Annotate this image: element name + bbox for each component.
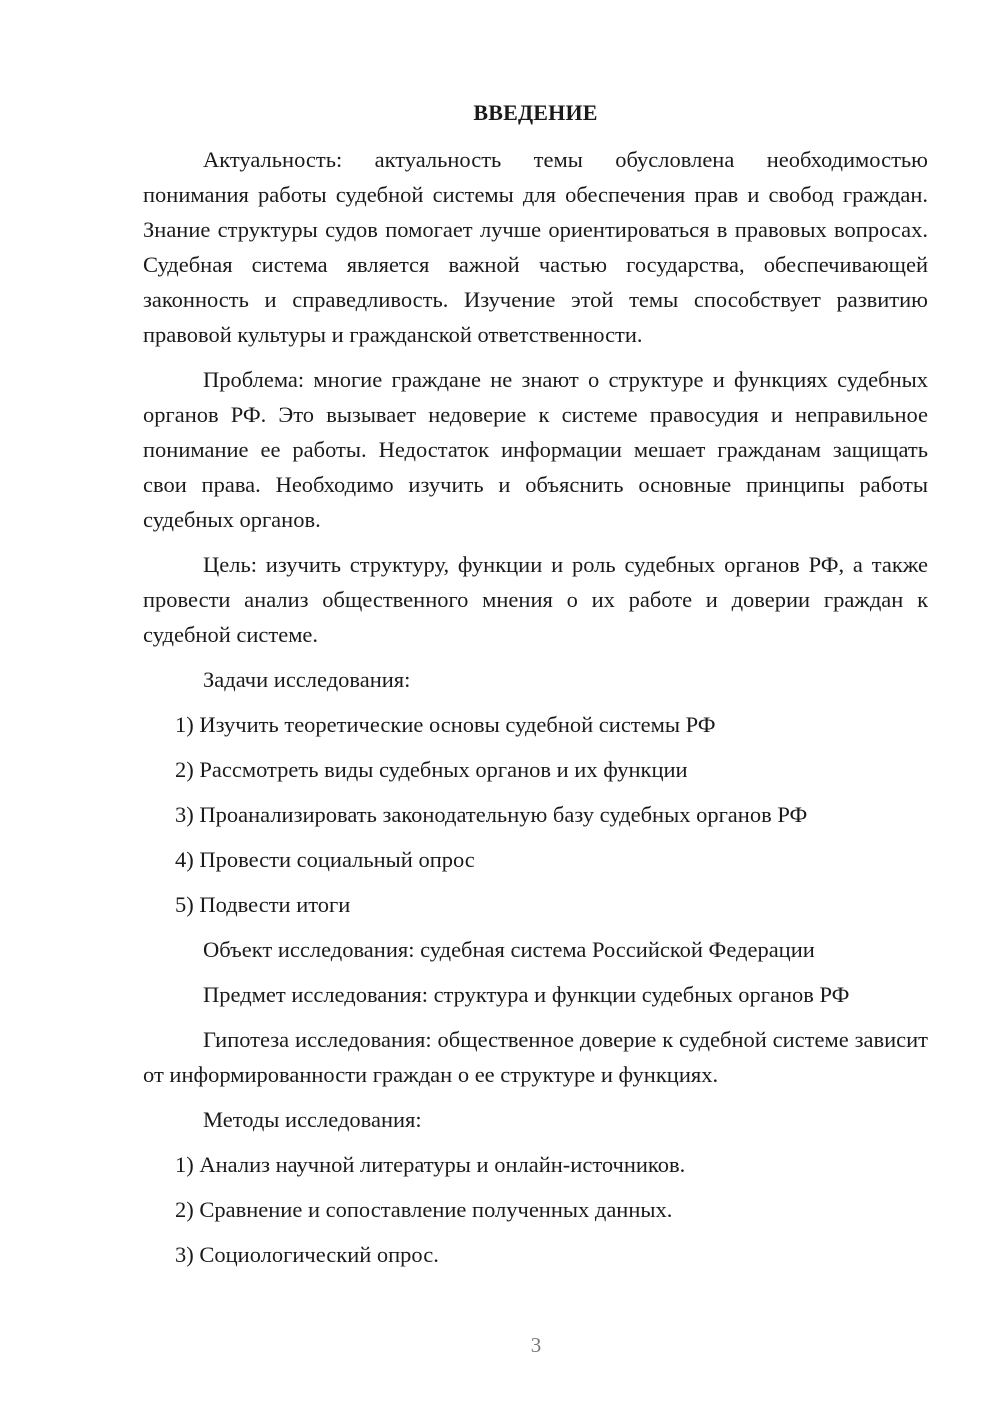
paragraph-problem: Проблема: многие граждане не знают о структуре и функциях судебных органов РФ. Это вызывает недоверие к системе правосудия и неправильное понимание ее работы. Недостаток информации мешает гражданам защищать свои права. Необходимо изучить и объяснить основные принципы работы судебных органов. (143, 367, 928, 532)
page-content (143, 95, 928, 1283)
list-item: 5) Подвести итоги (175, 892, 351, 917)
methods-list (143, 1147, 928, 1272)
paragraph-hypothesis: Гипотеза исследования: общественное доверие к судебной системе зависит от информированности граждан о ее структуре и функциях. (143, 1027, 928, 1087)
tasks-heading: Задачи исследования: (203, 667, 411, 692)
paragraph-relevance: Актуальность: актуальность темы обусловлена необходимостью понимания работы судебной системы для обеспечения прав и свобод граждан. Знание структуры судов помогает лучше ориентироваться в правовых вопросах. Судебная система является важной частью государства, обеспечивающей законность и справедливость. Изучение этой темы способствует развитию правовой культуры и гражданской ответственности. (143, 147, 928, 347)
section-heading: ВВЕДЕНИЕ (473, 100, 598, 125)
paragraph-object: Объект исследования: судебная система Российской Федерации (203, 937, 815, 962)
tasks-list (143, 707, 928, 922)
page-number: 3 (530, 1333, 542, 1357)
paragraph-subject: Предмет исследования: структура и функции судебных органов РФ (203, 982, 850, 1007)
list-item: 2) Рассмотреть виды судебных органов и их функции (175, 757, 688, 782)
methods-heading: Методы исследования: (203, 1107, 422, 1132)
list-item: 2) Сравнение и сопоставление полученных данных. (175, 1197, 673, 1222)
list-item: 1) Анализ научной литературы и онлайн-источников. (175, 1152, 686, 1177)
list-item: 4) Провести социальный опрос (175, 847, 475, 872)
list-item: 3) Проанализировать законодательную базу судебных органов РФ (175, 802, 808, 827)
list-item: 1) Изучить теоретические основы судебной системы РФ (175, 712, 716, 737)
list-item: 3) Социологический опрос. (175, 1242, 439, 1267)
paragraph-goal: Цель: изучить структуру, функции и роль судебных органов РФ, а также провести анализ общественного мнения о их работе и доверии граждан к судебной системе. (143, 552, 928, 647)
